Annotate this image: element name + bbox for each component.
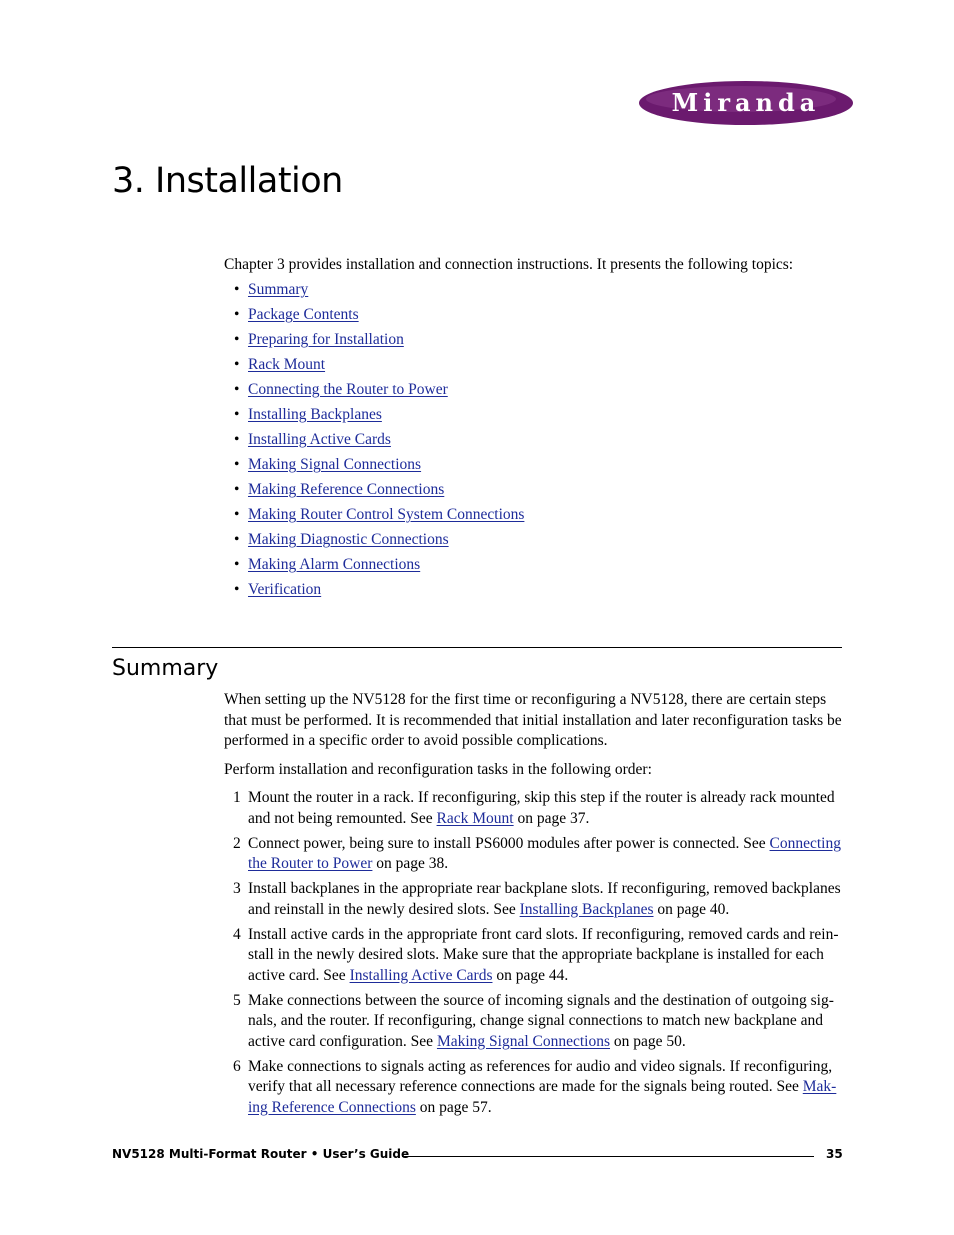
step-text: Connect power, being sure to install PS6000 modules after power is connected. See — [248, 834, 770, 852]
list-item: • Summary — [234, 281, 309, 298]
topic-link[interactable]: Installing Active Cards — [248, 431, 391, 448]
topic-link[interactable]: Making Signal Connections — [248, 456, 422, 473]
chapter-title: 3. Installation — [112, 161, 343, 201]
list-item: • Making Alarm Connections — [234, 556, 421, 573]
step-list — [224, 788, 844, 1118]
step-item — [224, 879, 844, 920]
section-title: Summary — [112, 656, 219, 681]
step-text: Mount the router in a rack. If reconfiguring, skip this step if the router is already rack mounted and not being remounted. See — [248, 789, 835, 827]
step-link[interactable]: Installing Backplanes — [519, 900, 654, 918]
topic-link[interactable]: Installing Backplanes — [248, 406, 382, 423]
list-item: • Making Signal Connections — [234, 456, 422, 473]
step-item — [224, 1057, 844, 1119]
list-item: • Package Contents — [234, 306, 359, 323]
list-item: • Making Reference Connections — [234, 481, 445, 498]
list-item: • Verification — [234, 581, 322, 598]
step-link[interactable]: Installing Active Cards — [349, 966, 493, 984]
step-link[interactable]: Mak-ing Reference Connections — [248, 1078, 837, 1116]
summary-body — [224, 690, 844, 1123]
step-page-ref: on page 40. — [653, 900, 730, 918]
step-link[interactable]: Rack Mount — [436, 809, 514, 827]
step-text: Make connections to signals acting as references for audio and video signals. If reconfiguring, verify that all necessary reference connections are made for the signals being routed. See — [248, 1057, 833, 1095]
step-item — [224, 991, 844, 1053]
step-text: Make connections between the source of incoming signals and the destination of outgoing sig-nals, and the router. If reconfiguring, change signal connections to match new backplane and active card configuration. See — [248, 991, 834, 1050]
step-page-ref: on page 37. — [513, 809, 590, 827]
step-page-ref: on page 44. — [492, 966, 569, 984]
step-link[interactable]: Making Signal Connections — [436, 1032, 611, 1050]
section-divider — [112, 647, 842, 648]
topic-link[interactable]: Connecting the Router to Power — [248, 381, 448, 398]
step-item — [224, 925, 844, 987]
step-page-ref: on page 50. — [610, 1032, 686, 1050]
step-page-ref: on page 38. — [372, 855, 449, 872]
step-item — [224, 788, 844, 829]
topic-link[interactable]: Package Contents — [248, 306, 359, 323]
list-item: • Connecting the Router to Power — [234, 381, 448, 398]
topic-link[interactable]: Making Reference Connections — [248, 481, 445, 498]
step-number: 4 — [233, 925, 241, 943]
chapter-intro: Chapter 3 provides installation and connection instructions. It presents the following topics: — [224, 256, 794, 273]
list-item: • Preparing for Installation — [234, 331, 404, 348]
list-item: • Making Diagnostic Connections — [234, 531, 449, 548]
step-number: 3 — [233, 880, 241, 897]
step-item — [224, 834, 844, 875]
step-text: Install backplanes in the appropriate rear backplane slots. If reconfiguring, removed backplanes and reinstall in the newly desired slots. See — [248, 880, 841, 918]
step-number: 2 — [233, 834, 241, 852]
list-item: • Making Router Control System Connections — [234, 506, 525, 523]
topic-link[interactable]: Preparing for Installation — [248, 331, 404, 348]
topic-link[interactable]: Verification — [248, 581, 322, 598]
topic-link[interactable]: Rack Mount — [248, 356, 326, 373]
footer-title: NV5128 Multi-Format Router • User’s Guide — [112, 1147, 410, 1161]
page-number: 35 — [826, 1147, 843, 1161]
step-number: 6 — [233, 1057, 241, 1075]
step-page-ref: on page 57. — [415, 1098, 492, 1116]
footer-divider — [402, 1156, 814, 1157]
list-item: • Installing Backplanes — [234, 406, 382, 423]
summary-paragraph: Perform installation and reconfiguration tasks in the following order: — [224, 760, 652, 778]
topic-link[interactable]: Making Router Control System Connections — [248, 506, 525, 523]
miranda-logo — [638, 80, 854, 126]
step-number: 5 — [233, 991, 241, 1009]
topic-link[interactable]: Making Alarm Connections — [248, 556, 421, 573]
topic-list — [234, 280, 524, 605]
list-item: • Installing Active Cards — [234, 431, 391, 448]
step-number: 1 — [233, 789, 241, 806]
summary-paragraph: When setting up the NV5128 for the first time or reconfiguring a NV5128, there are certain steps that must be performed. It is recommended that initial installation and later reconfiguration tasks be performed in a specific order to avoid possible complications. — [224, 691, 842, 749]
list-item: • Rack Mount — [234, 356, 326, 373]
step-link[interactable]: Connecting the Router to Power — [248, 834, 841, 872]
topic-link[interactable]: Summary — [248, 281, 309, 298]
logo-wordmark: Miranda — [671, 88, 821, 117]
topic-link[interactable]: Making Diagnostic Connections — [248, 531, 449, 548]
step-text: Install active cards in the appropriate front card slots. If reconfiguring, removed cards and rein-stall in the newly desired slots. Make sure that the appropriate backplane is installed for each active card. See — [248, 925, 839, 984]
